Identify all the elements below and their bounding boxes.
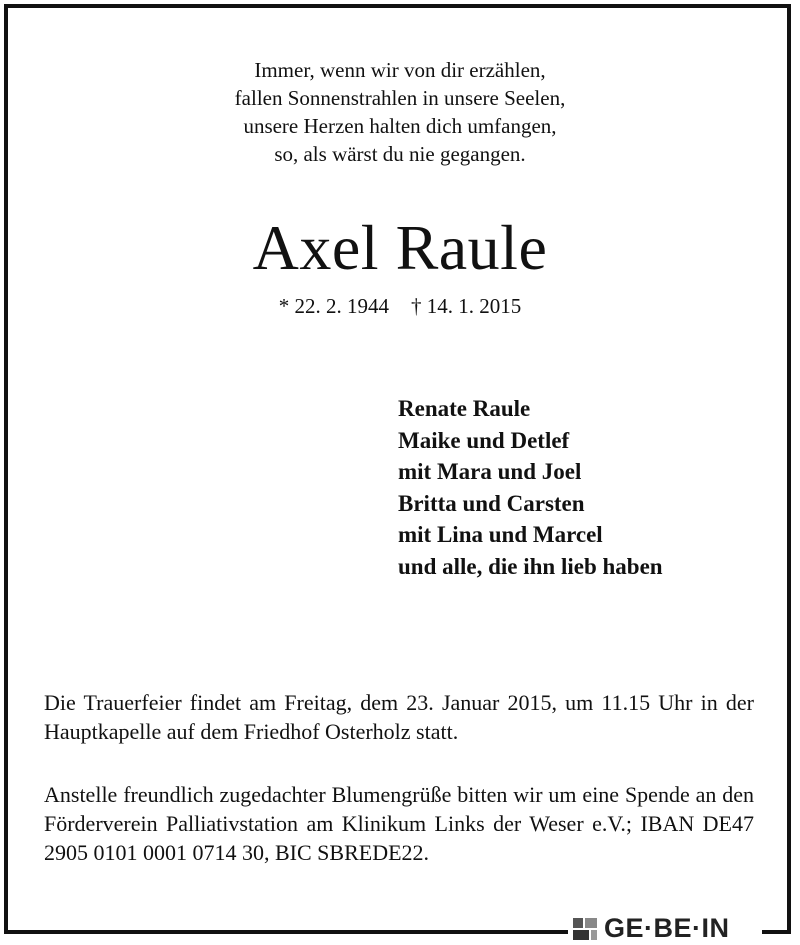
mourners-list bbox=[398, 393, 663, 582]
poem-line: fallen Sonnenstrahlen in unsere Seelen, bbox=[234, 86, 566, 110]
mourner: Maike und Detlef bbox=[398, 427, 570, 453]
logo-text: GE·BE·IN bbox=[604, 912, 730, 943]
publisher-logo bbox=[568, 913, 762, 943]
poem-line: Immer, wenn wir von dir erzählen, bbox=[254, 58, 546, 82]
mourner: mit Mara und Joel bbox=[398, 459, 582, 484]
life-dates bbox=[0, 292, 800, 320]
donation-notice: Anstelle freundlich zugedachter Blumengrüße bitten wir um eine Spende an den Förderverein Palliativstation am Klinikum Links der Weser e.V.; IBAN DE47 2905 0101 0001 0714 30, BIC SBREDE22. bbox=[44, 782, 754, 865]
birth-date: * 22. 2. 1944 bbox=[278, 294, 389, 318]
mourner: Britta und Carsten bbox=[398, 490, 585, 516]
ceremony-notice: Die Trauerfeier findet am Freitag, dem 23. Januar 2015, um 11.15 Uhr in der Hauptkapelle auf dem Friedhof Osterholz statt. bbox=[44, 690, 754, 744]
building-block-icon bbox=[572, 915, 598, 941]
deceased-name: Axel Raule bbox=[252, 212, 548, 283]
poem-line: so, als wärst du nie gegangen. bbox=[274, 142, 526, 166]
poem-line: unsere Herzen halten dich umfangen, bbox=[243, 114, 557, 138]
death-date: † 14. 1. 2015 bbox=[411, 294, 522, 318]
poem bbox=[0, 56, 800, 168]
mourner: mit Lina und Marcel bbox=[398, 522, 603, 547]
mourner: und alle, die ihn lieb haben bbox=[398, 553, 663, 579]
mourner: Renate Raule bbox=[398, 396, 531, 421]
